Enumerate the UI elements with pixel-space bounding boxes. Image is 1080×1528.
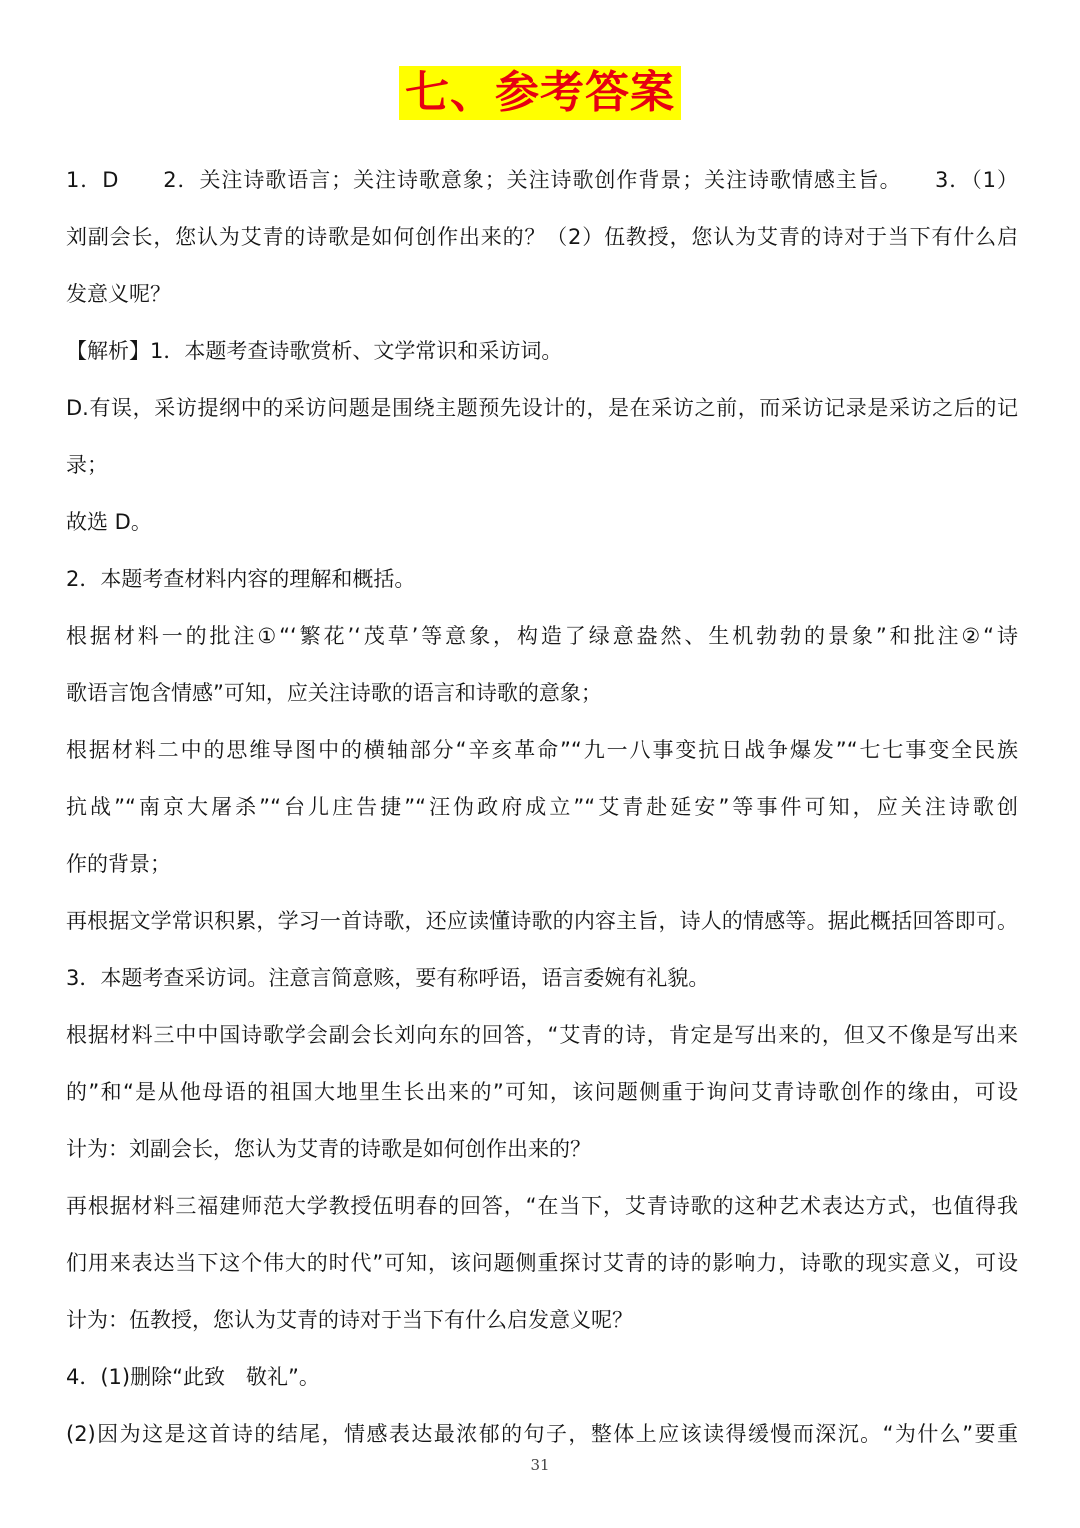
text-line: 计为：伍教授，您认为艾青的诗对于当下有什么启发意义呢？ [66, 1308, 633, 1332]
text-line: 故选 D。 [66, 510, 152, 534]
text-line: 3．本题考查采访词。注意言简意赅，要有称呼语，语言委婉有礼貌。 [66, 966, 710, 990]
text-line: 歌语言饱含情感”可知，应关注诗歌的语言和诗歌的意象； [66, 681, 602, 705]
text-line: 抗战”“南京大屠杀”“台儿庄告捷”“汪伪政府成立”“艾青赴延安”等事件可知，应关注诗歌创 [66, 795, 1018, 819]
text-line: 再根据文学常识积累，学习一首诗歌，还应读懂诗歌的内容主旨，诗人的情感等。据此概括回答即可。 [66, 909, 1018, 933]
answer-content [66, 152, 1018, 1463]
text-line: D.有误，采访提纲中的采访问题是围绕主题预先设计的，是在采访之前，而采访记录是采访之后的记 [66, 396, 1018, 420]
text-line: 们用来表达当下这个伟大的时代”可知，该问题侧重探讨艾青的诗的影响力，诗歌的现实意义，可设 [66, 1251, 1018, 1275]
text-line: 根据材料一的批注①“‘繁花’‘茂草’等意象，构造了绿意盎然、生机勃勃的景象”和批注②“诗 [66, 624, 1018, 648]
text-line: 1．D 2．关注诗歌语言；关注诗歌意象；关注诗歌创作背景；关注诗歌情感主旨。 3．（1） [66, 168, 1018, 192]
text-line: 2．本题考查材料内容的理解和概括。 [66, 567, 416, 591]
text-line: 发意义呢？ [66, 282, 171, 306]
title-wrap [0, 66, 1080, 120]
text-line: 根据材料三中中国诗歌学会副会长刘向东的回答，“艾青的诗，肯定是写出来的，但又不像是写出来 [66, 1023, 1018, 1047]
text-line: 【解析】1．本题考查诗歌赏析、文学常识和采访词。 [66, 339, 563, 363]
text-line: 计为：刘副会长，您认为艾青的诗歌是如何创作出来的？ [66, 1137, 591, 1161]
text-line: 刘副会长，您认为艾青的诗歌是如何创作出来的？（2）伍教授，您认为艾青的诗对于当下有什么启 [66, 225, 1018, 249]
text-line: 4．(1)删除“此致 敬礼”。 [66, 1365, 320, 1389]
text-line: (2)因为这是这首诗的结尾，情感表达最浓郁的句子，整体上应该读得缓慢而深沉。“为什么”要重 [66, 1422, 1018, 1446]
page-title: 七、参考答案 [399, 66, 681, 120]
text-line: 的”和“是从他母语的祖国大地里生长出来的”可知，该问题侧重于询问艾青诗歌创作的缘由，可设 [66, 1080, 1018, 1104]
page-number: 31 [530, 1456, 550, 1474]
text-line: 录； [66, 453, 108, 477]
text-line: 再根据材料三福建师范大学教授伍明春的回答，“在当下，艾青诗歌的这种艺术表达方式，也值得我 [66, 1194, 1018, 1218]
text-line: 作的背景； [66, 852, 171, 876]
text-line: 根据材料二中的思维导图中的横轴部分“辛亥革命”“九一八事变抗日战争爆发”“七七事变全民族 [66, 738, 1018, 762]
